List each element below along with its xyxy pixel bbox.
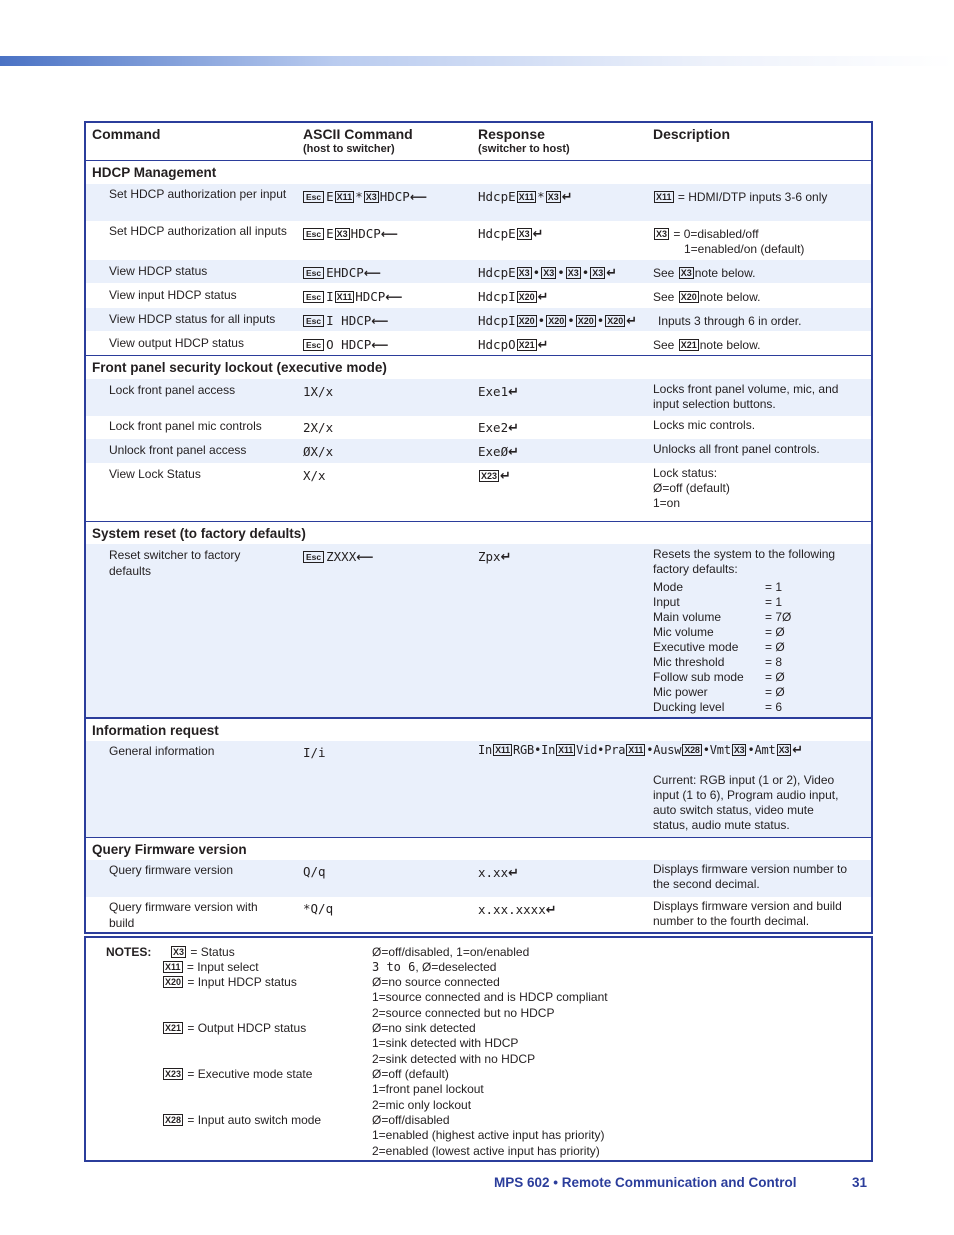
list-item: Mode = 1	[653, 580, 783, 594]
x3-variable-icon: X3	[365, 192, 377, 202]
note-x28-values	[372, 1113, 604, 1159]
x3-variable-icon: X3	[173, 947, 185, 957]
note-x23: X23 = Executive mode state	[165, 1067, 313, 1081]
notes-label: NOTES:	[106, 945, 152, 959]
header-response-sub: (switcher to host)	[478, 143, 570, 155]
x23-variable-icon: X23	[481, 471, 498, 481]
list-item: 2=sink detected with no HDCP	[372, 1051, 536, 1066]
x21-variable-icon: X21	[518, 340, 535, 350]
note-x21-values	[372, 1021, 535, 1067]
list-item: Ø=off (default)	[372, 1067, 449, 1081]
header-ascii: ASCII Command	[303, 126, 413, 142]
x11-variable-icon: X11	[656, 192, 672, 202]
command-cell: View HDCP status for all inputs	[109, 312, 276, 326]
esc-key-icon: Esc	[303, 315, 324, 327]
ascii-cell: Esc I HDCP⟵	[303, 313, 388, 328]
ascii-cell: Esc E X3 HDCP⟵	[303, 226, 398, 241]
section-title: System reset (to factory defaults)	[92, 526, 306, 541]
command-cell: View output HDCP status	[109, 336, 244, 350]
esc-key-icon: Esc	[303, 339, 324, 351]
return-icon: ↵	[626, 314, 638, 329]
x20-variable-icon: X20	[518, 316, 535, 326]
esc-key-icon: Esc	[303, 291, 324, 303]
list-item: Main volume = 7Ø	[653, 610, 792, 624]
response-cell: HdcpE X3 • X3 • X3 • X3 ↵	[478, 265, 618, 281]
note-x21: X21 = Output HDCP status	[165, 1021, 307, 1035]
list-item: 1=enabled (highest active input has priority)	[372, 1128, 605, 1143]
x28-variable-icon: X28	[684, 745, 700, 755]
description-cell: See X20 note below.	[653, 290, 761, 304]
response-cell: HdcpI X20 ↵	[478, 289, 549, 305]
return-icon: ↵	[537, 338, 549, 353]
ascii-cell: Esc E X11 * X3 HDCP⟵	[303, 189, 427, 204]
carriage-return-arrow-icon: ⟵	[356, 550, 374, 564]
x11-variable-icon: X11	[628, 745, 644, 755]
ascii-cell: Esc O HDCP⟵	[303, 337, 388, 352]
x3-variable-icon: X3	[656, 229, 668, 239]
x3-variable-icon: X3	[543, 268, 555, 278]
return-icon: ↵	[561, 190, 573, 205]
description-cell: Locks mic controls.	[653, 418, 756, 432]
x21-variable-icon: X21	[680, 340, 697, 350]
list-item: Ø=no sink detected	[372, 1021, 476, 1035]
section-front-panel-lockout	[86, 355, 871, 378]
list-item: Ø=no source connected	[372, 975, 500, 989]
ascii-cell: I/i	[303, 745, 326, 760]
note-x23-values	[372, 1067, 484, 1113]
note-x20: X20 = Input HDCP status	[165, 975, 297, 989]
x3-variable-icon: X3	[592, 268, 604, 278]
note-x28: X28 = Input auto switch mode	[165, 1113, 322, 1127]
carriage-return-arrow-icon: ⟵	[380, 227, 398, 241]
carriage-return-arrow-icon: ⟵	[363, 266, 381, 280]
list-item: Mic threshold = 8	[653, 655, 783, 669]
command-cell: Query firmware version with build	[109, 900, 258, 930]
description-cell: Unlocks all front panel controls.	[653, 442, 820, 456]
header-response: Response	[478, 126, 545, 142]
response-cell	[478, 468, 511, 484]
list-item: 1=front panel lockout	[372, 1082, 484, 1097]
x11-variable-icon: X11	[165, 962, 181, 972]
carriage-return-arrow-icon: ⟵	[371, 314, 389, 328]
command-cell: Lock front panel access	[109, 383, 236, 397]
response-cell: In X11 RGB•In X11 Vid•Pra X11 •Ausw X28 •Vmt X3 •Amt X3 ↵	[478, 743, 803, 758]
x3-variable-icon: X3	[680, 268, 692, 278]
x20-variable-icon: X20	[518, 292, 535, 302]
response-cell: Exe1↵	[478, 384, 520, 400]
response-cell: Exe2↵	[478, 420, 520, 436]
x3-variable-icon: X3	[518, 229, 530, 239]
command-cell: Query firmware version	[109, 863, 234, 877]
header-ascii-sub: (host to switcher)	[303, 143, 395, 155]
description-cell: Current: RGB input (1 or 2), Video input (1 to 6), Program audio input, auto switch status, video mute status, audio mute status.	[653, 773, 839, 832]
list-item: Input = 1	[653, 595, 783, 609]
notes-box	[84, 936, 873, 1162]
ascii-cell: Q/q	[303, 864, 326, 879]
command-cell: Set HDCP authorization all inputs	[109, 224, 287, 238]
x11-variable-icon: X11	[558, 745, 574, 755]
x3-variable-icon: X3	[778, 745, 790, 755]
list-item: Follow sub mode = Ø	[653, 670, 785, 684]
x20-variable-icon: X20	[680, 292, 697, 302]
x20-variable-icon: X20	[607, 316, 624, 326]
response-cell: ExeØ↵	[478, 444, 520, 460]
header-gradient-bar	[0, 56, 954, 66]
x20-variable-icon: X20	[165, 977, 182, 987]
section-title: HDCP Management	[92, 165, 217, 180]
response-cell: HdcpE X11 * X3 ↵	[478, 189, 573, 205]
carriage-return-arrow-icon: ⟵	[371, 338, 389, 352]
ascii-cell: Esc ZXXX⟵	[303, 549, 373, 564]
description-cell: Resets the system to the following factory defaults:	[653, 547, 836, 576]
description-cell: Locks front panel volume, mic, and input selection buttons.	[653, 382, 839, 411]
response-cell: Zpx↵	[478, 549, 512, 565]
esc-key-icon: Esc	[303, 191, 324, 203]
description-cell: Lock status: Ø=off (default) 1=on	[653, 466, 730, 510]
command-cell: Unlock front panel access	[109, 443, 247, 457]
command-cell: View input HDCP status	[109, 288, 237, 302]
command-cell: Lock front panel mic controls	[109, 419, 262, 433]
return-icon: ↵	[508, 421, 520, 436]
x3-variable-icon: X3	[567, 268, 579, 278]
response-cell: x.xx.xxxx↵	[478, 902, 557, 918]
ascii-cell: 2X/x	[303, 420, 334, 435]
section-title: Information request	[92, 723, 219, 738]
carriage-return-arrow-icon: ⟵	[409, 190, 428, 204]
ascii-cell: Esc I X11 HDCP⟵	[303, 289, 403, 304]
description-cell: See X3 note below.	[653, 266, 756, 280]
x3-variable-icon: X3	[518, 268, 530, 278]
description-cell: See X21 note below.	[653, 338, 761, 352]
note-x20-values	[372, 975, 608, 1021]
list-item: 1=sink detected with HDCP	[372, 1036, 519, 1051]
list-item: Mic power = Ø	[653, 685, 785, 699]
response-cell: HdcpE X3 ↵	[478, 226, 544, 242]
ascii-cell: 1X/x	[303, 384, 334, 399]
x3-variable-icon: X3	[547, 192, 559, 202]
return-icon: ↵	[508, 866, 520, 881]
return-icon: ↵	[508, 445, 520, 460]
section-title: Front panel security lockout (executive mode)	[92, 360, 387, 375]
x28-variable-icon: X28	[165, 1115, 182, 1125]
description-cell: Displays firmware version and build number to the fourth decimal.	[653, 899, 842, 928]
note-x3: X3 = Status	[173, 945, 235, 959]
x20-variable-icon: X20	[548, 316, 565, 326]
x3-variable-icon: X3	[336, 229, 348, 239]
command-cell: General information	[109, 744, 215, 758]
factory-defaults-list	[653, 580, 791, 715]
footer-title: MPS 602 • Remote Communication and Control	[494, 1175, 797, 1190]
section-query-firmware	[86, 837, 871, 860]
note-x11: X11 = Input select	[165, 960, 259, 974]
x11-variable-icon: X11	[518, 192, 535, 202]
ascii-cell: X/x	[303, 468, 326, 483]
header-description: Description	[653, 126, 731, 142]
x20-variable-icon: X20	[577, 316, 594, 326]
description-cell: Displays firmware version number to the second decimal.	[653, 862, 848, 891]
return-icon: ↵	[537, 290, 549, 305]
list-item: Ø=off/disabled	[372, 1113, 450, 1127]
return-icon: ↵	[500, 469, 511, 484]
ascii-cell: ØX/x	[303, 444, 334, 459]
response-cell: HdcpI X20 • X20 • X20 • X20 ↵	[478, 313, 638, 329]
note-x11-values: 3 to 6, Ø=deselected	[372, 960, 497, 974]
note-x3-values: Ø=off/disabled, 1=on/enabled	[372, 945, 530, 959]
list-item: Executive mode = Ø	[653, 640, 785, 654]
command-cell: View Lock Status	[109, 467, 201, 481]
x11-variable-icon: X11	[495, 745, 510, 755]
section-information-request	[86, 717, 871, 741]
return-icon: ↵	[532, 227, 544, 242]
response-cell: HdcpO X21 ↵	[478, 337, 549, 353]
esc-key-icon: Esc	[303, 551, 324, 563]
section-system-reset	[86, 521, 871, 544]
x11-variable-icon: X11	[336, 292, 353, 302]
ascii-cell: Esc EHDCP⟵	[303, 265, 381, 280]
description-cell: Inputs 3 through 6 in order.	[658, 314, 802, 328]
description-cell: X11 = HDMI/DTP inputs 3-6 only	[656, 190, 828, 204]
list-item: Mic volume = Ø	[653, 625, 785, 639]
list-item: 1=source connected and is HDCP compliant	[372, 990, 608, 1005]
return-icon: ↵	[508, 385, 520, 400]
x11-variable-icon: X11	[336, 192, 353, 202]
esc-key-icon: Esc	[303, 228, 324, 240]
command-cell: View HDCP status	[109, 264, 208, 278]
description-cell: X3 = 0=disabled/off 1=enabled/on (default)	[656, 227, 805, 256]
x3-variable-icon: X3	[733, 745, 745, 755]
list-item: 2=mic only lockout	[372, 1097, 472, 1112]
return-icon: ↵	[792, 743, 803, 758]
ascii-cell: *Q/q	[303, 901, 334, 916]
command-cell: Reset switcher to factory defaults	[109, 548, 241, 578]
header-command: Command	[92, 126, 161, 142]
section-title: Query Firmware version	[92, 842, 247, 857]
response-cell: x.xx↵	[478, 865, 520, 881]
return-icon: ↵	[606, 266, 618, 281]
return-icon: ↵	[545, 903, 557, 918]
command-table	[84, 121, 873, 934]
list-item: 2=source connected but no HDCP	[372, 1005, 555, 1020]
x21-variable-icon: X21	[165, 1023, 182, 1033]
return-icon: ↵	[500, 550, 512, 565]
list-item: 2=enabled (lowest active input has priority)	[372, 1143, 600, 1158]
x23-variable-icon: X23	[165, 1069, 182, 1079]
page-number: 31	[852, 1175, 868, 1190]
carriage-return-arrow-icon: ⟵	[385, 290, 403, 304]
list-item: Ducking level = 6	[653, 700, 783, 714]
command-cell: Set HDCP authorization per input	[109, 187, 287, 201]
esc-key-icon: Esc	[303, 267, 324, 279]
section-hdcp-management	[86, 160, 871, 183]
